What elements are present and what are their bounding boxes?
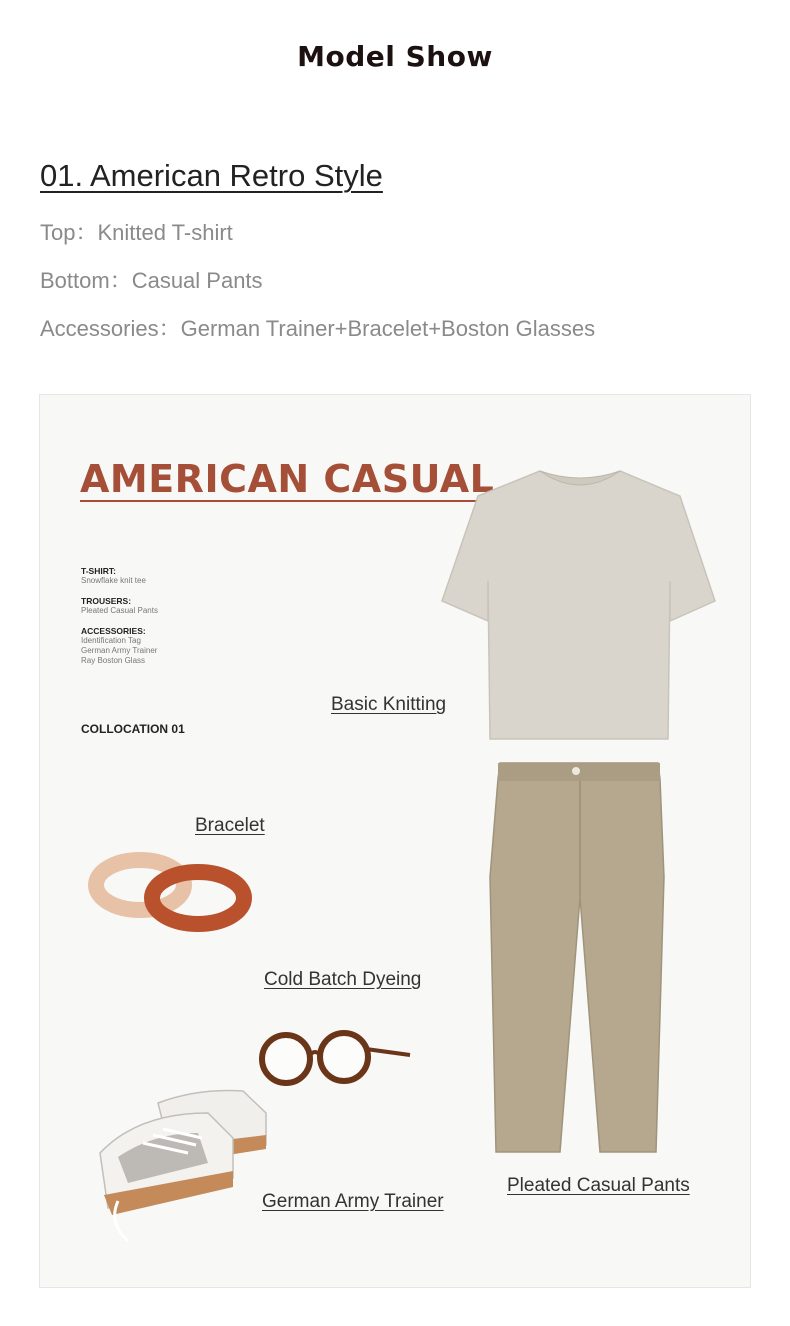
spec-bottom: Bottom：Casual Pants — [40, 268, 263, 293]
lookbook-card — [39, 394, 751, 1288]
pants-shape — [490, 763, 664, 1152]
glasses-image — [258, 1019, 418, 1099]
pants-button — [572, 767, 580, 775]
meta-trousers-key: TROUSERS: — [81, 596, 132, 606]
tshirt-image — [430, 461, 730, 751]
meta-accessory-1: Identification Tag — [81, 636, 141, 645]
outfit-title: 01. American Retro Style — [40, 158, 383, 193]
label-basic-knitting: Basic Knitting — [331, 694, 447, 715]
collocation-label: COLLOCATION 01 — [81, 722, 185, 736]
bracelet-image — [88, 850, 258, 940]
meta-tshirt-key: T-SHIRT: — [81, 566, 116, 576]
meta-accessory-2: German Army Trainer — [81, 646, 158, 655]
label-cold-batch-dyeing: Cold Batch Dyeing — [264, 969, 422, 990]
label-german-army-trainer: German Army Trainer — [262, 1191, 444, 1212]
glasses-lens-left — [262, 1035, 310, 1083]
spec-accessories: Accessories：German Trainer+Bracelet+Boston Glasses — [40, 316, 596, 341]
pants-image — [488, 757, 678, 1157]
tshirt-body — [442, 471, 715, 739]
brand-heading: AMERICAN CASUAL — [80, 457, 495, 501]
meta-accessories — [81, 626, 157, 666]
label-pleated-casual-pants: Pleated Casual Pants — [507, 1175, 690, 1196]
meta-tshirt — [81, 566, 146, 586]
section-title: Model Show — [297, 40, 493, 73]
meta-trousers — [81, 596, 158, 616]
spec-top: Top：Knitted T-shirt — [40, 220, 233, 245]
meta-trousers-value: Pleated Casual Pants — [81, 606, 158, 615]
label-bracelet: Bracelet — [195, 815, 265, 836]
sneakers-image — [98, 1083, 273, 1243]
meta-accessory-3: Ray Boston Glass — [81, 656, 146, 665]
meta-accessories-key: ACCESSORIES: — [81, 626, 146, 636]
glasses-lens-right — [320, 1033, 368, 1081]
meta-tshirt-value: Snowflake knit tee — [81, 576, 146, 585]
